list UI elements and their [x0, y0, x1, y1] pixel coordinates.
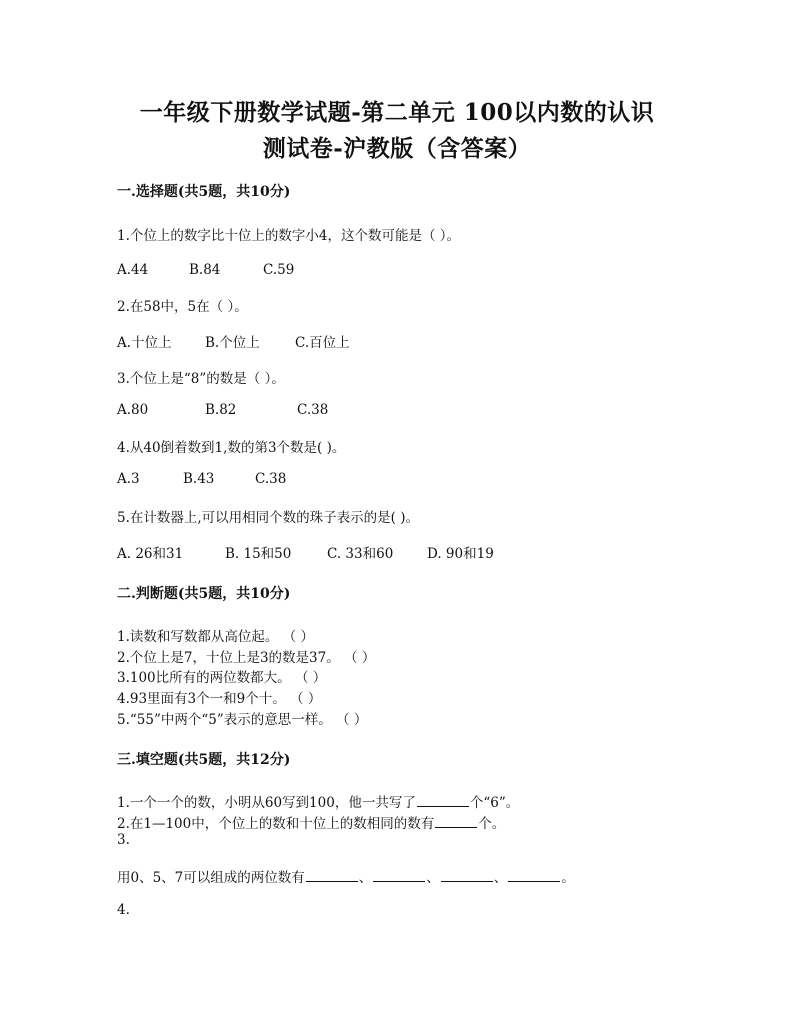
s3-question-2	[117, 812, 505, 832]
s1-question-4: 4.从40倒着数到1,数的第3个数是( )。	[117, 440, 346, 456]
option-a: A.44	[117, 262, 149, 278]
section1-heading: 一.选择题(共5题，共10分)	[117, 184, 291, 200]
option-a: A. 26和31	[117, 546, 184, 562]
fill-blank[interactable]	[435, 815, 477, 828]
s3-question-1	[117, 791, 519, 811]
option-a: A.十位上	[117, 335, 172, 351]
option-b: B. 15和50	[225, 546, 292, 562]
s3-q3-text: 用0、5、7可以组成的两位数有	[117, 870, 305, 886]
separator: 、	[426, 870, 440, 886]
page-title-line1: 一年级下册数学试题-第二单元 100以内数的认识	[139, 99, 655, 126]
option-a: A.3	[117, 471, 140, 487]
s1-q2-options	[117, 331, 350, 351]
s2-item-4: 4.93里面有3个一和9个十。 （ ）	[117, 691, 322, 707]
option-c: C.38	[297, 402, 329, 418]
s1-q1-options	[117, 262, 294, 278]
option-c: C.38	[255, 471, 287, 487]
s1-q3-options	[117, 402, 328, 418]
option-c: C.百位上	[295, 335, 350, 351]
s2-item-1: 1.读数和写数都从高位起。 （ ）	[117, 629, 314, 645]
s1-q5-options	[117, 542, 494, 562]
s2-item-2: 2.个位上是7，十位上是3的数是37。 （ ）	[117, 650, 376, 666]
separator: 、	[493, 870, 508, 886]
fill-blank[interactable]	[508, 869, 560, 882]
option-c: C.59	[263, 262, 295, 278]
s3-q3-end: 。	[561, 870, 575, 886]
s3-question-4-number: 4.	[117, 902, 130, 918]
s2-item-3: 3.100比所有的两位数都大。 （ ）	[117, 670, 327, 686]
fill-blank[interactable]	[441, 869, 493, 882]
s3-q2-text: 2.在1—100中，个位上的数和十位上的数相同的数有	[117, 816, 435, 832]
s1-question-2: 2.在58中，5在（ ）。	[117, 299, 248, 315]
s1-question-3: 3.个位上是“8”的数是（ ）。	[117, 371, 285, 387]
s3-q2-suffix: 个。	[478, 816, 506, 832]
s3-question-3	[117, 866, 575, 886]
option-c: C. 33和60	[327, 546, 394, 562]
option-a: A.80	[117, 402, 149, 418]
option-b: B.84	[189, 262, 221, 278]
option-b: B.43	[183, 471, 215, 487]
section2-heading: 二.判断题(共5题，共10分)	[117, 586, 291, 602]
fill-blank[interactable]	[306, 869, 358, 882]
s3-q1-text: 1.一个一个的数，小明从60写到100，他一共写了	[117, 795, 416, 811]
fill-blank[interactable]	[373, 869, 425, 882]
s3-q1-suffix: 个“6”。	[469, 795, 520, 811]
separator: 、	[358, 870, 373, 886]
option-b: B.82	[205, 402, 237, 418]
s1-question-5: 5.在计数器上,可以用相同个数的珠子表示的是( )。	[117, 510, 419, 526]
s2-item-5: 5.“55”中两个“5”表示的意思一样。 （ ）	[117, 712, 368, 728]
option-d: D. 90和19	[427, 546, 494, 562]
fill-blank[interactable]	[417, 794, 469, 807]
s1-question-1: 1.个位上的数字比十位上的数字小4，这个数可能是（ ）。	[117, 228, 461, 244]
option-b: B.个位上	[205, 335, 260, 351]
s1-q4-options	[117, 471, 286, 487]
s3-question-3-number: 3.	[117, 832, 130, 848]
page-title-line2: 测试卷-沪教版（含答案）	[262, 135, 532, 162]
section3-heading: 三.填空题(共5题，共12分)	[117, 752, 291, 768]
